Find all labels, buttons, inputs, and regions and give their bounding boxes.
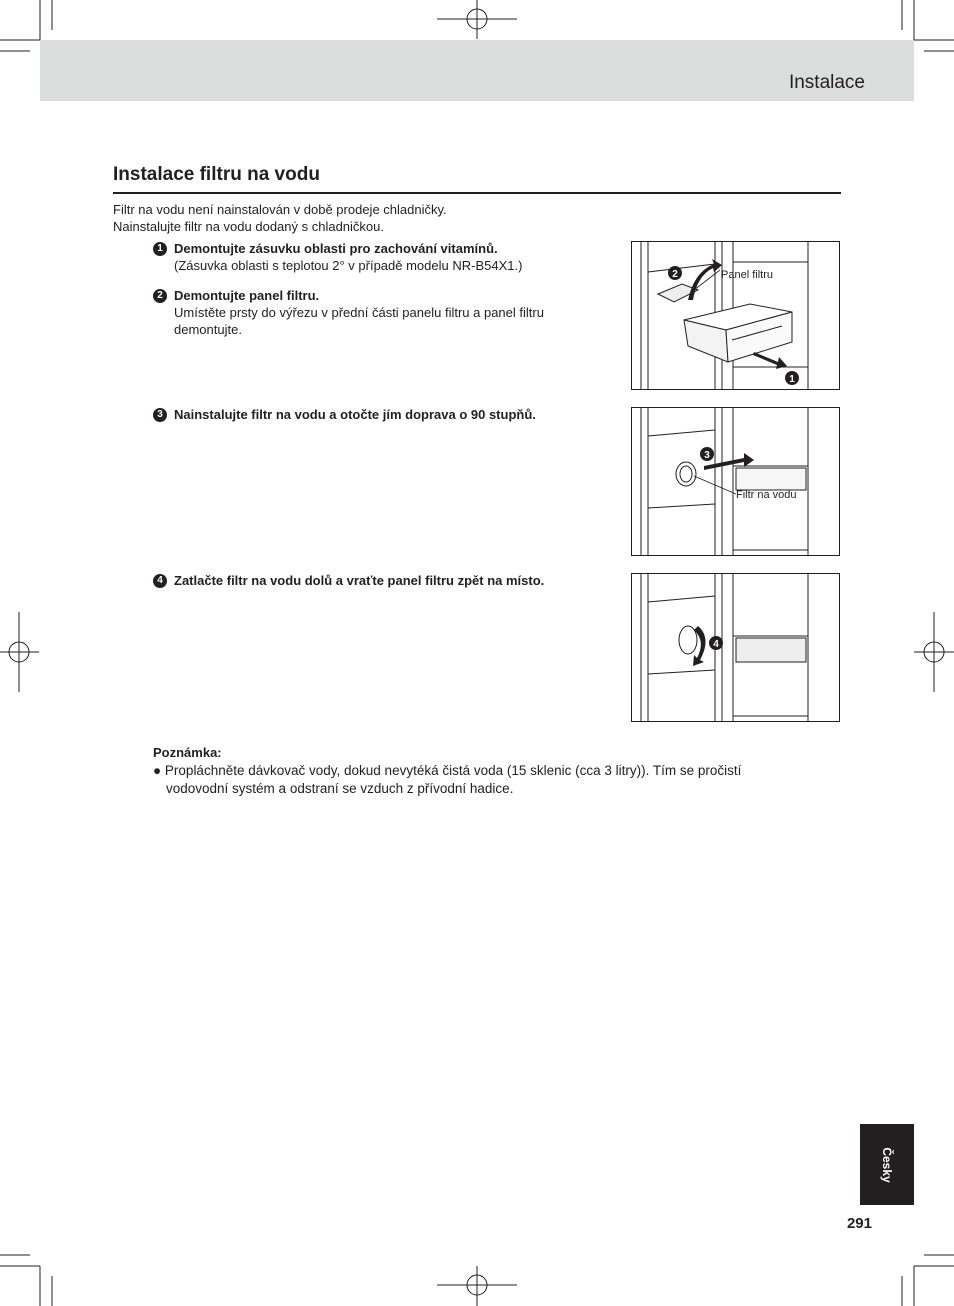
note-text (153, 762, 793, 797)
intro-line: Filtr na vodu není nainstalován v době prodeje chladničky. (113, 202, 447, 217)
intro-text (113, 201, 447, 235)
step-instruction: Demontujte panel filtru. (174, 288, 320, 303)
header-band (40, 40, 914, 101)
step-1 (153, 240, 593, 274)
badge-1-label: 1 (789, 374, 795, 385)
step-number: 2 (153, 289, 167, 303)
step-2 (153, 287, 593, 338)
language-label: Česky (880, 1146, 894, 1183)
section-title: Instalace filtru na vodu (113, 164, 320, 185)
figure-label-filter: Filtr na vodu (736, 489, 797, 501)
step-instruction: Demontujte zásuvku oblasti pro zachování vitamínů. (174, 241, 498, 256)
note-title: Poznámka: (153, 745, 222, 760)
intro-line: Nainstalujte filtr na vodu dodaný s chladničkou. (113, 219, 384, 234)
step-instruction: Nainstalujte filtr na vodu a otočte jím doprava o 90 stupňů. (174, 407, 536, 422)
header-title: Instalace (788, 72, 865, 93)
section-divider (113, 192, 841, 194)
step-4 (153, 572, 593, 589)
step-number: 1 (153, 242, 167, 256)
fridge-illustration (632, 574, 839, 721)
figure-remove-drawer (631, 241, 840, 390)
step-detail: Umístěte prsty do výřezu v přední části panelu filtru a panel filtru demontujte. (174, 305, 544, 337)
badge-2-label: 2 (672, 269, 678, 280)
figure-label-panel: Panel filtru (721, 269, 773, 281)
step-number: 3 (153, 408, 167, 422)
step-number: 4 (153, 574, 167, 588)
bullet-icon: ● (153, 763, 162, 778)
badge-3-label: 3 (704, 450, 710, 461)
badge-4-label: 4 (713, 639, 719, 650)
step-3 (153, 406, 593, 423)
fridge-illustration (632, 408, 839, 555)
note-line: Propláchněte dávkovač vody, dokud nevytéká čistá voda (15 sklenic (cca 3 litry)). Tím se pročistí (164, 763, 742, 778)
figure-install-filter (631, 407, 840, 556)
step-instruction: Zatlačte filtr na vodu dolů a vraťte panel filtru zpět na místo. (174, 573, 545, 588)
language-tab (860, 1124, 914, 1205)
step-detail: (Zásuvka oblasti s teplotou 2° v případě modelu NR-B54X1.) (174, 258, 523, 273)
note-line: vodovodní systém a odstraní se vzduch z přívodní hadice. (166, 780, 514, 796)
figure-push-filter (631, 573, 840, 722)
page-number: 291 (846, 1215, 872, 1232)
fridge-illustration (632, 242, 839, 389)
